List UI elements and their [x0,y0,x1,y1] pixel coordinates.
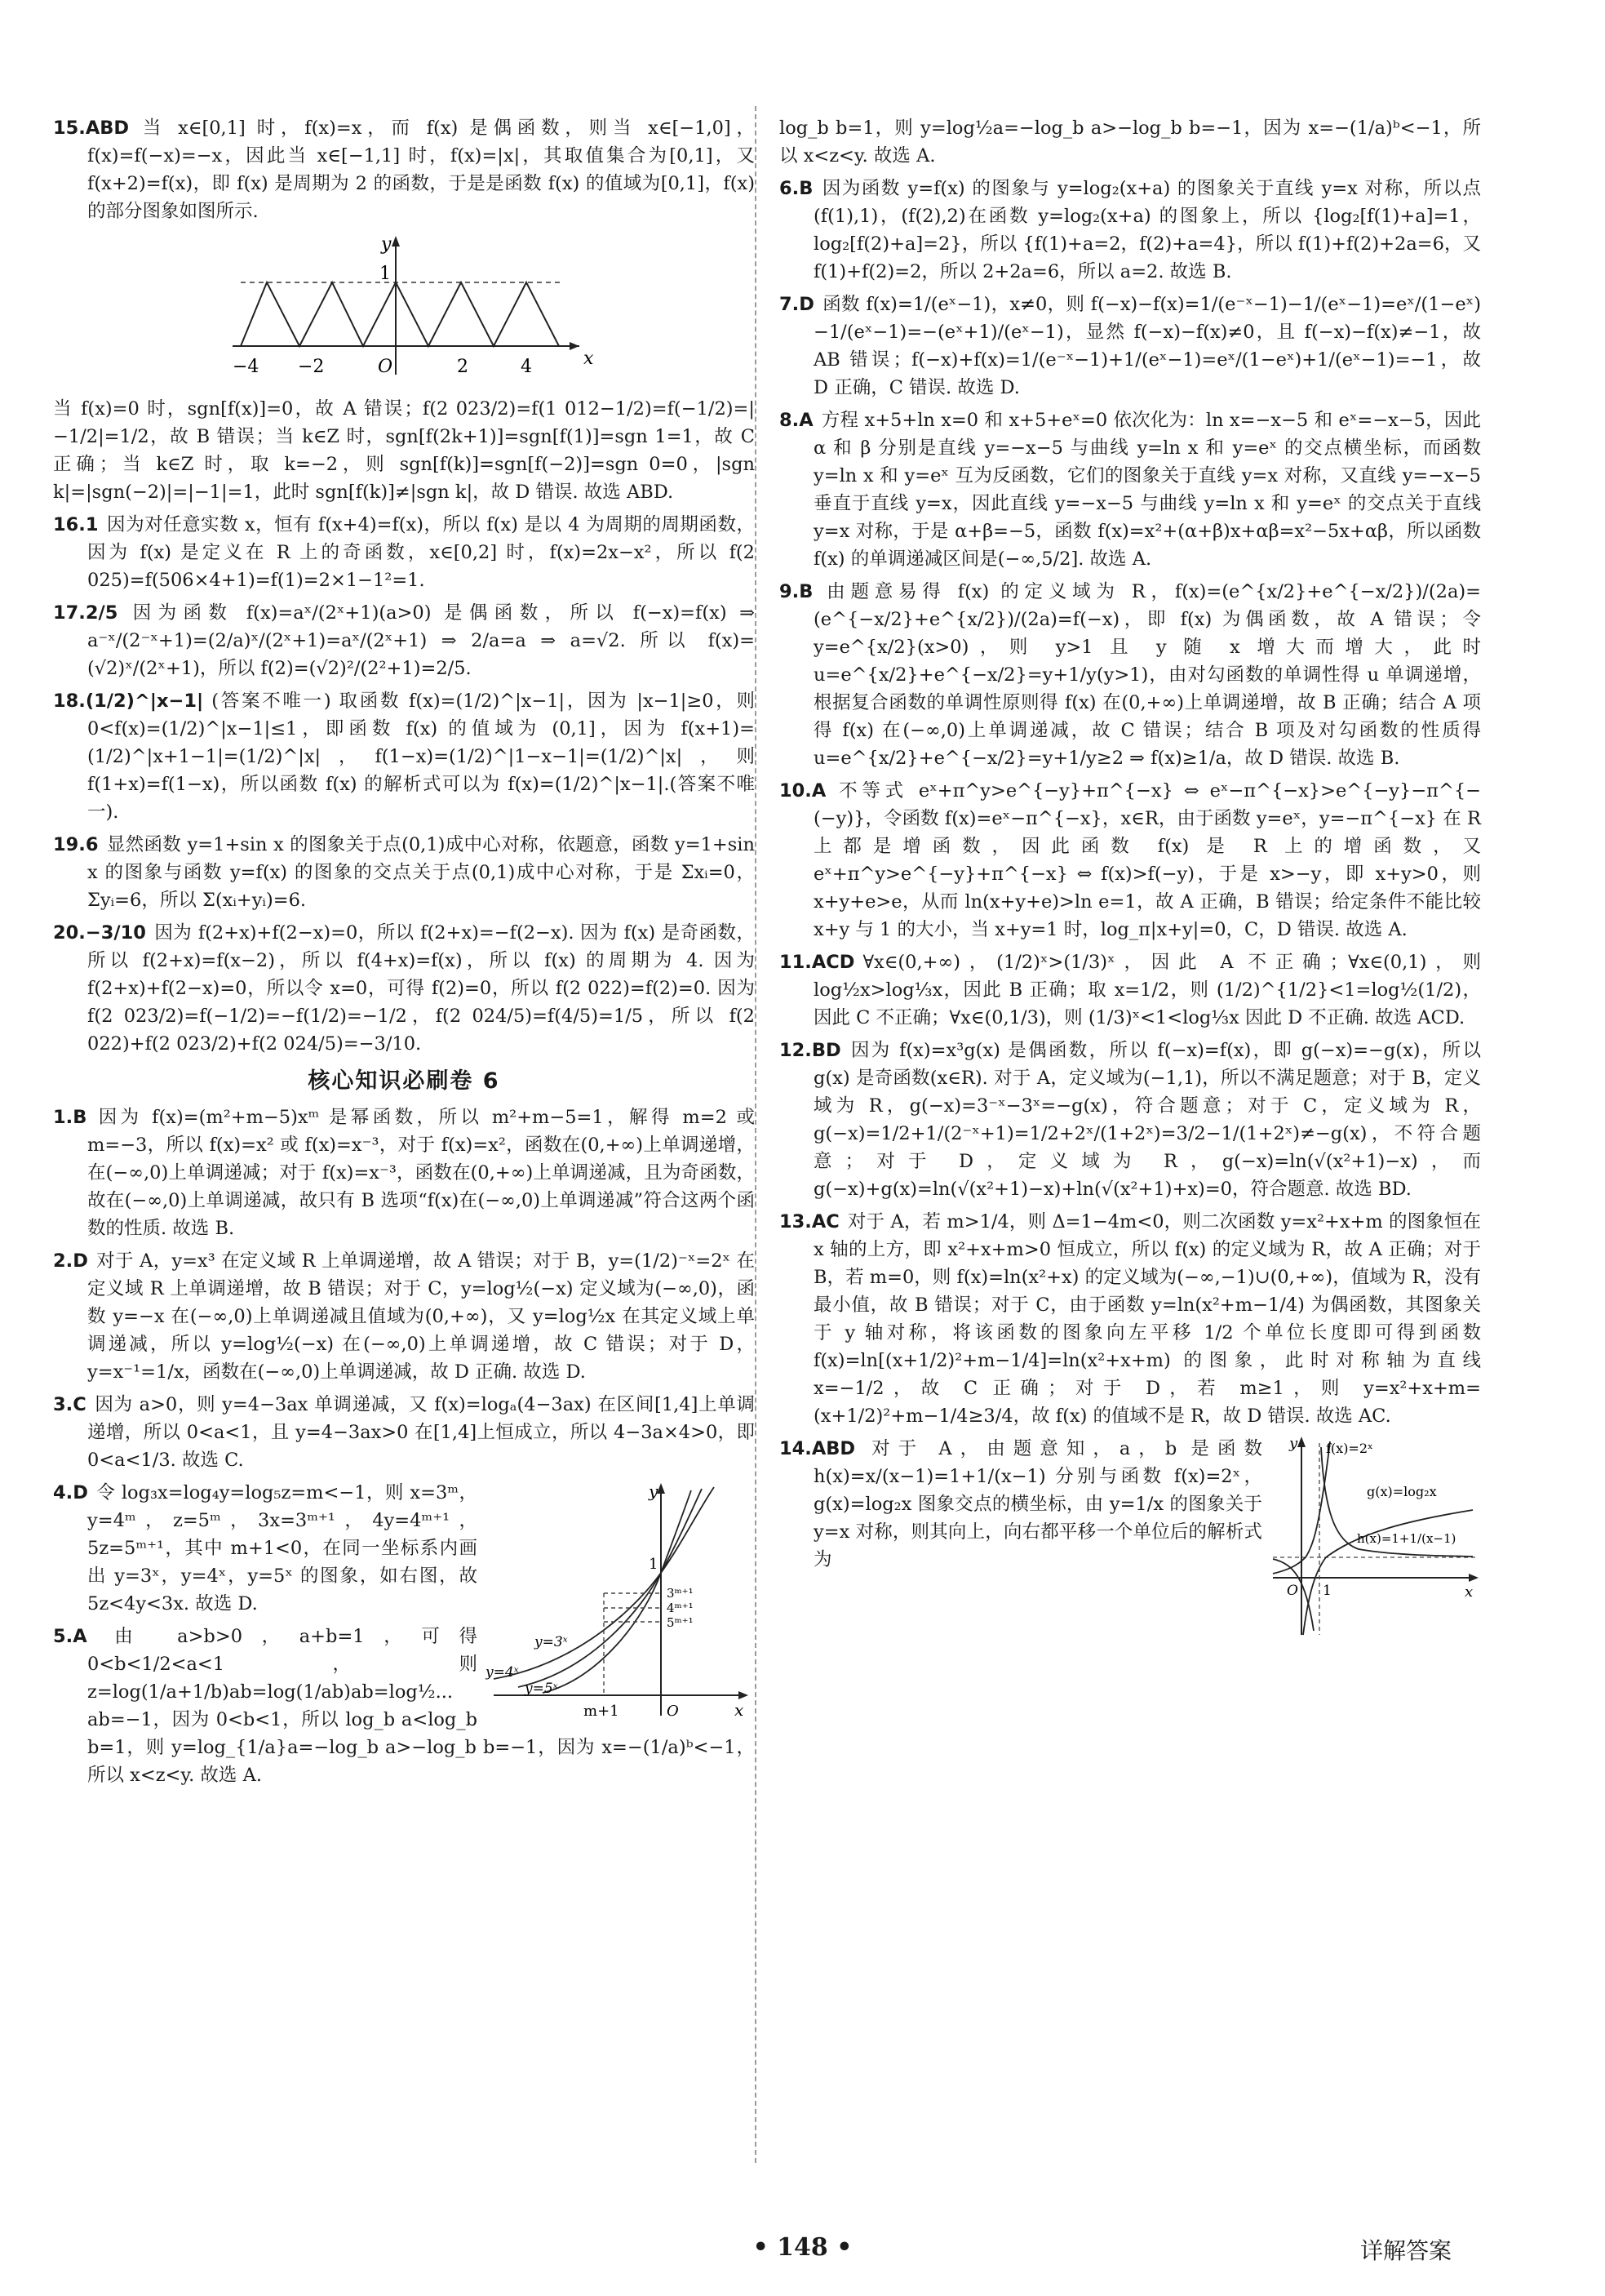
answer-s14 [779,1435,1481,1601]
question-number: 4. [53,1482,73,1503]
answer-s12 [779,1037,1481,1203]
answer-18 [53,687,755,826]
question-number: 10. [779,780,812,802]
answer-key: C [73,1394,86,1415]
answer-key: 2/5 [85,602,118,624]
question-number: 6. [779,178,800,199]
h-curve-label: h(x)=1+1/(x−1) [1357,1531,1456,1546]
x-axis-label: x [583,349,594,369]
answer-key: (1/2)^|x−1| [85,691,204,712]
answer-key: AC [811,1211,840,1232]
question-number: 15. [53,118,86,139]
origin-label: O [378,357,393,377]
answer-s6 [779,175,1481,286]
answer-s7 [779,291,1481,402]
answer-19 [53,831,755,914]
question-number: 1. [53,1107,73,1128]
answer-15-cont [53,395,755,506]
x-tick-minus-4: −4 [233,357,259,377]
answer-key: D [73,1482,88,1503]
answer-key: D [73,1250,88,1272]
curve-label-5x: y=5ˣ [525,1681,558,1697]
g-curve-label: g(x)=log₂x [1367,1484,1437,1499]
answer-key: A [811,780,827,802]
footer-label: 详解答案 [1359,2237,1452,2264]
section-title: 核心知识必刷卷 6 [308,1068,500,1094]
explanation-text: 函数 f(x)=1/(eˣ−1)，x≠0，则 f(−x)−f(x)=1/(e⁻ˣ−1)−1/(eˣ−1)=eˣ/(1−eˣ)−1/(eˣ−1)=−(eˣ+1)/(eˣ−1)，显然 f(−x)−f(x)≠0，且 f(−x)−f(x)≠−1，故 AB 错误；f(−x)+f(x)=1/(e⁻ˣ−1)+1/(eˣ−1)=eˣ/(1−eˣ)+1/(eˣ−1)=−1，故 D 正确，C 错误. 故选 D. [814,294,1481,398]
question-number: 3. [53,1394,73,1415]
explanation-text: 由题意易得 f(x) 的定义域为 R，f(x)=(e^{x/2}+e^{−x/2})/(2a)=(e^{−x/2}+e^{x/2})/(2a)=f(−x)，即 f(x) 为偶函数，故 A 错误；令 y=e^{x/2}(x>0)，则 y>1 且 y 随 x 增大而增大，此时 u=e^{x/2}+e^{−x/2}=y+1/y(y>1)，由对勾函数的单调性得 u 单调递增，根据复合函数的单调性原则得 f(x) 在(0,+∞)上单调递增，故 B 正确；结合 A 项得 f(x) 在(−∞,0)上单调递减，故 C 错误；结合 B 项及对勾函数的性质得 u=e^{x/2}+e^{−x/2}=y+1/y≥2 ⇒ f(x)≥1/a，故 D 错误. 故选 B. [814,581,1481,769]
question-number: 13. [779,1211,812,1232]
explanation-text: ∀x∈(0,+∞)，(1/2)ˣ>(1/3)ˣ，因此 A 不正确；∀x∈(0,1)，则 log½x>log⅓x，因此 B 正确；取 x=1/2，则 (1/2)^{1/2}<1=log½(1/2)，因此 C 不正确；∀x∈(0,1/3)，则 (1/3)ˣ<1<log⅓x 因此 D 不正确. 故选 ACD. [814,952,1481,1028]
right-column [779,114,1481,1639]
y-axis-label: y [649,1481,658,1501]
label-3-power: 3ᵐ⁺¹ [667,1586,694,1601]
answer-16 [53,511,755,594]
curve-label-3x: y=3ˣ [534,1634,568,1650]
exponential-graph [485,1479,755,1724]
answer-s10 [779,777,1481,944]
y-tick-one: 1 [649,1556,658,1573]
explanation-text: 对于 A，由题意知，a，b 是函数 h(x)=x/(x−1)=1+1/(x−1) 分别与函数 f(x)=2ˣ，g(x)=log₂x 图象交点的横坐标，由 y=1/x 的图象关于 y=x 对称，则其向上，向右都平移一个单位后的解析式为 [814,1438,1262,1570]
x-tick-minus-2: −2 [298,357,325,377]
answer-20 [53,919,755,1058]
answer-s13 [779,1208,1481,1430]
explanation-text: 因为 f(x)=(m²+m−5)xᵐ 是幂函数，所以 m²+m−5=1，解得 m=2 或 m=−3，所以 f(x)=x² 或 f(x)=x⁻³，对于 f(x)=x²，函数在(0,+∞)上单调递增，在(−∞,0)上单调递减；对于 f(x)=x⁻³，函数在(0,+∞)上单调递减，且为奇函数，故在(−∞,0)上单调递减，故只有 B 选项“f(x)在(−∞,0)上单调递减”符合这两个函数的性质. 故选 B. [87,1107,755,1239]
y-axis-label: y [381,234,392,255]
answer-key: D [799,294,814,315]
origin-label: O [667,1703,679,1720]
label-5-power: 5ᵐ⁺¹ [667,1615,694,1630]
explanation-text: 因为 a>0，则 y=4−3ax 单调递减，又 f(x)=logₐ(4−3ax) 在区间[1,4]上单调递增，所以 0<a<1，且 y=4−3ax>0 在[1,4]上恒成立，所以 4−3a×4>0，即 0<a<1/3. 故选 C. [87,1394,755,1471]
question-number: 14. [779,1438,812,1459]
answer-key: A [799,410,814,431]
explanation-text: 由 a>b>0，a+b=1，可得 0<b<1/2<a<1，则 z=log(1/a+1/b)ab=log(1/ab)ab=log½... ab=−1，因为 0<b<1，所以 log_b a<log_b b=1，则 y=log_{1/a}a=−log_b a>−log_b b=−1，因为 x=−(1/a)ᵇ<−1，所以 x<z<y. 故选 A. [87,1626,755,1786]
function-svg [1269,1435,1481,1639]
question-number: 11. [779,952,812,973]
answer-s2 [53,1247,755,1386]
left-column [53,114,755,1794]
answer-s3 [53,1391,755,1474]
question-number: 19. [53,834,86,855]
x-tick-2: 2 [457,357,468,377]
f-curve-label: f(x)=2ˣ [1326,1441,1373,1456]
question-number: 18. [53,691,86,712]
function-graph [1269,1435,1481,1639]
answer-s8 [779,406,1481,573]
answer-key: 1 [85,514,99,535]
explanation-text: 当 x∈[0,1] 时，f(x)=x，而 f(x) 是偶函数，则当 x∈[−1,0]，f(x)=f(−x)=−x，因此当 x∈[−1,1] 时，f(x)=|x|，其取值集合为[0,1]，又 f(x+2)=f(x)，即 f(x) 是周期为 2 的函数，于是是函数 f(x) 的值域为[0,1]，f(x) 的部分图象如图所示. [87,118,755,222]
answer-note: (答案不唯一) [211,691,331,712]
answer-key: −3/10 [85,922,146,944]
explanation-text: 方程 x+5+ln x=0 和 x+5+eˣ=0 依次化为：ln x=−x−5 和 eˣ=−x−5，因此 α 和 β 分别是直线 y=−x−5 与曲线 y=ln x 和 y=eˣ 的交点横坐标，而函数 y=ln x 和 y=eˣ 互为反函数，它们的图象关于直线 y=x 对称，又直线 y=−x−5 垂直于直线 y=x，因此直线 y=−x−5 与曲线 y=ln x 和 y=eˣ 的交点关于直线 y=x 对称，于是 α+β=−5，函数 f(x)=x²+(α+β)x+αβ=x²−5x+αβ，所以函数 f(x) 的单调递减区间是(−∞,5/2]. 故选 A. [814,410,1481,570]
x-axis-label: x [734,1700,744,1720]
answer-17 [53,599,755,682]
answer-15 [53,114,755,225]
explanation-text: 因为 f(x)=x³g(x) 是偶函数，所以 f(−x)=f(x)，即 g(−x)=−g(x)，所以 g(x) 是奇函数(x∈R). 对于 A，定义域为(−1,1)，所以不满足题意；对于 B，定义域为 R，g(−x)=3⁻ˣ−3ˣ=−g(x)，符合题意；对于 C，定义域为 R，g(−x)=1/2+1/(2⁻ˣ+1)=1/2+2ˣ/(1+2ˣ)=3/2−1/(1+2ˣ)≠−g(x)，不符合题意；对于 D，定义域为 R，g(−x)=ln(√(x²+1)−x)，而 g(−x)+g(x)=ln(√(x²+1)−x)+ln(√(x²+1)+x)=0，符合题意. 故选 BD. [814,1040,1481,1200]
question-number: 7. [779,294,800,315]
page-number: • 148 • [752,2233,853,2262]
explanation-text: 显然函数 y=1+sin x 的图象关于点(0,1)成中心对称，依题意，函数 y=1+sin x 的图象与函数 y=f(x) 的图象的交点关于点(0,1)成中心对称，于是 Σxᵢ=0，Σyᵢ=6，所以 Σ(xᵢ+yᵢ)=6. [87,834,755,911]
question-number: 16. [53,514,86,535]
explanation-text: 取函数 f(x)=(1/2)^|x−1|，因为 |x−1|≥0，则 0<f(x)=(1/2)^|x−1|≤1，即函数 f(x) 的值域为 (0,1]，因为 f(x+1)=(1/2)^|x+1−1|=(1/2)^|x|，f(1−x)=(1/2)^|1−x−1|=(1/2)^|x|，则 f(1+x)=f(1−x)，所以函数 f(x) 的解析式可以为 f(x)=(1/2)^|x−1|.(答案不唯一). [87,691,755,823]
triangle-wave-graph [53,232,755,387]
x-tick-4: 4 [521,357,532,377]
origin-label: O [1287,1583,1298,1599]
y-tick-one: 1 [379,264,391,284]
triangle-wave-svg [53,232,755,387]
curve-label-4x: y=4ˣ [485,1664,519,1681]
answer-s11 [779,948,1481,1032]
answer-key: A [73,1626,87,1647]
column-divider [755,106,756,2163]
answer-key: B [799,581,814,602]
question-number: 20. [53,922,86,944]
explanation-text: 对于 A，y=x³ 在定义域 R 上单调递增，故 A 错误；对于 B，y=(1/2)⁻ˣ=2ˣ 在定义域 R 上单调递增，故 B 错误；对于 C，y=log½(−x) 定义域为(−∞,0)，函数 y=−x 在(−∞,0)上单调递减且值域为(0,+∞)，又 y=log½x 在其定义域上单调递减，所以 y=log½(−x) 在(−∞,0)上单调递增，故 C 错误；对于 D，y=x⁻¹=1/x，函数在(−∞,0)上单调递减，故 D 正确. 故选 D. [87,1250,755,1383]
explanation-text: 因为 f(2+x)+f(2−x)=0，所以 f(2+x)=−f(2−x). 因为 f(x) 是奇函数，所以 f(2+x)=f(x−2)，所以 f(4+x)=f(x)，所以 f(x) 的周期为 4. 因为 f(2+x)+f(2−x)=0，所以令 x=0，可得 f(2)=0，所以 f(2 022)=f(2)=0. 因为 f(2 023/2)=f(−1/2)=−f(1/2)=−1/2，f(2 024/5)=f(4/5)=1/5，所以 f(2 022)+f(2 023/2)+f(2 024/5)=−3/10. [87,922,755,1055]
answer-key: ACD [811,952,855,973]
explanation-text: 因为函数 y=f(x) 的图象与 y=log₂(x+a) 的图象关于直线 y=x 对称，所以点(f(1),1)，(f(2),2)在函数 y=log₂(x+a) 的图象上，所以 {log₂[f(1)+a]=1，log₂[f(2)+a]=2}，所以 {f(1)+a=2，f(2)+a=4}，所以 f(1)+f(2)+2a=6，又 f(1)+f(2)=2，所以 2+2a=6，所以 a=2. 故选 B. [814,178,1481,282]
explanation-text: 因为对任意实数 x，恒有 f(x+4)=f(x)，所以 f(x) 是以 4 为周期的周期函数，因为 f(x) 是定义在 R 上的奇函数，x∈[0,2] 时，f(x)=2x−x²，所以 f(2 025)=f(506×4+1)=f(1)=2×1−1²=1. [87,514,755,591]
answer-key: ABD [811,1438,856,1459]
label-4-power: 4ᵐ⁺¹ [667,1601,694,1615]
answer-s1 [53,1104,755,1242]
answer-s5-cont [779,114,1481,170]
question-number: 12. [779,1040,812,1061]
explanation-text: 令 log₃x=log₄y=log₅z=m<−1，则 x=3ᵐ，y=4ᵐ，z=5ᵐ，3x=3ᵐ⁺¹，4y=4ᵐ⁺¹，5z=5ᵐ⁺¹，其中 m+1<0，在同一坐标系内画出 y=3ˣ，y=4ˣ，y=5ˣ 的图象，如右图，故 5z<4y<3x. 故选 D. [87,1482,477,1614]
exponential-svg [485,1479,755,1724]
x-axis-label: x [1465,1583,1474,1601]
x-tick-one: 1 [1323,1583,1332,1599]
answer-key: B [799,178,814,199]
explanation-text: 当 f(x)=0 时，sgn[f(x)]=0，故 A 错误；f(2 023/2)=f(1 012−1/2)=f(−1/2)=|−1/2|=1/2，故 B 错误；当 k∈Z 时，sgn[f(2k+1)]=sgn[f(1)]=sgn 1=1，故 C 正确；当 k∈Z 时，取 k=−2，则 sgn[f(k)]=sgn[f(−2)]=sgn 0=0，|sgn k|=|sgn(−2)|=|−1|=1，此时 sgn[f(k)]≠|sgn k|，故 D 错误. 故选 ABD. [53,398,755,503]
explanation-text: 因为函数 f(x)=aˣ/(2ˣ+1)(a>0) 是偶函数，所以 f(−x)=f(x) ⇒ a⁻ˣ/(2⁻ˣ+1)=(2/a)ˣ/(2ˣ+1)=aˣ/(2ˣ+1) ⇒ 2/a=a ⇒ a=√2. 所以 f(x)=(√2)ˣ/(2ˣ+1)，所以 f(2)=(√2)²/(2²+1)=2/5. [87,602,755,679]
x-tick-m-plus-1: m+1 [583,1703,619,1720]
explanation-text: 不等式 eˣ+π^y>e^{−y}+π^{−x} ⇔ eˣ−π^{−x}>e^{−y}−π^{−(−y)}，令函数 f(x)=eˣ−π^{−x}，x∈R，由于函数 y=eˣ，y=−π^{−x} 在 R 上都是增函数，因此函数 f(x) 是 R 上的增函数，又 eˣ+π^y>e^{−y}+π^{−x} ⇔ f(x)>f(−y)，于是 x>−y，即 x+y>0，则 x+y+e>e，从而 ln(x+y+e)>ln e=1，故 A 正确，B 错误；给定条件不能比较 x+y 与 1 的大小，当 x+y=1 时，log_π|x+y|=0，C，D 错误. 故选 A. [814,780,1481,940]
answer-key: B [73,1107,87,1128]
answer-key: ABD [85,118,130,139]
answer-key: 6 [85,834,99,855]
question-number: 5. [53,1626,73,1647]
answer-key: BD [811,1040,841,1061]
explanation-text: log_b b=1，则 y=log½a=−log_b a>−log_b b=−1，因为 x=−(1/a)ᵇ<−1，所以 x<z<y. 故选 A. [779,118,1481,167]
question-number: 9. [779,581,800,602]
question-number: 17. [53,602,86,624]
y-axis-label: y [1289,1435,1298,1452]
explanation-text: 对于 A，若 m>1/4，则 Δ=1−4m<0，则二次函数 y=x²+x+m 的图象恒在 x 轴的上方，即 x²+x+m>0 恒成立，所以 f(x) 的定义域为 R，故 A 正确；对于 B，若 m=0，则 f(x)=ln(x²+x) 的定义域为(−∞,−1)∪(0,+∞)，值域为 R，没有最小值，故 B 错误；对于 C，由于函数 y=ln(x²+m−1/4) 为偶函数，其图象关于 y 轴对称，将该函数的图象向左平移 1/2 个单位长度即可得到函数 f(x)=ln[(x+1/2)²+m−1/4]=ln(x²+x+m) 的图象，此时对称轴为直线 x=−1/2，故 C 正确；对于 D，若 m≥1，则 y=x²+x+m=(x+1/2)²+m−1/4≥3/4，故 f(x) 的值域不是 R，故 D 错误. 故选 AC. [814,1211,1481,1427]
answer-s9 [779,578,1481,772]
question-number: 8. [779,410,800,431]
question-number: 2. [53,1250,73,1272]
